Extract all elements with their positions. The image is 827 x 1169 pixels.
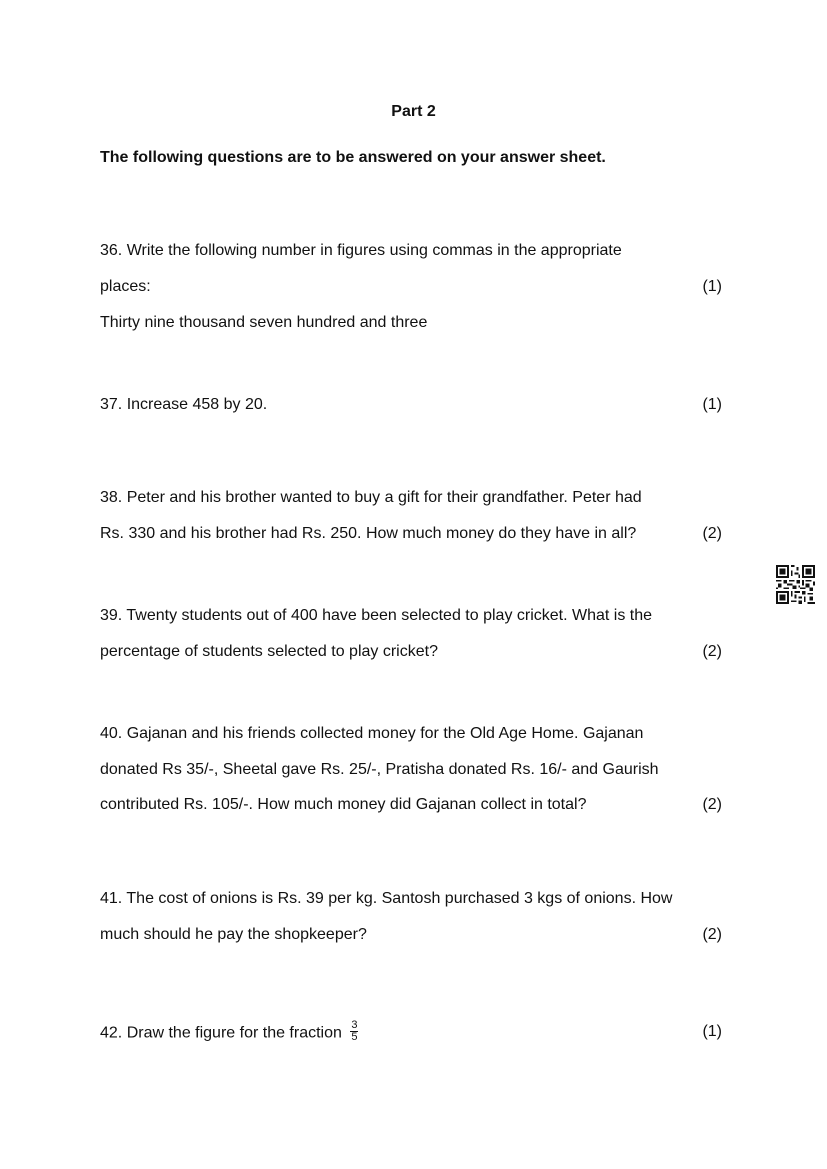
question-40-line-2: donated Rs 35/-, Sheetal gave Rs. 25/-, Pratisha donated Rs. 16/- and Gaurish <box>100 761 659 778</box>
question-38-line-1: 38. Peter and his brother wanted to buy a gift for their grandfather. Peter had <box>100 489 642 506</box>
question-42-text: 42. Draw the figure for the fraction <box>100 1024 342 1042</box>
qr-code-icon <box>776 565 815 604</box>
question-41-line-2: much should he pay the shopkeeper? <box>100 926 367 943</box>
question-37-marks: (1) <box>702 396 722 413</box>
question-39-line-1: 39. Twenty students out of 400 have been selected to play cricket. What is the <box>100 607 653 624</box>
question-41-marks: (2) <box>702 926 722 943</box>
question-39-marks: (2) <box>702 643 722 660</box>
question-40-marks: (2) <box>702 796 722 813</box>
question-37-line-1: 37. Increase 458 by 20. <box>100 396 268 413</box>
question-39-line-2: percentage of students selected to play cricket? <box>100 643 438 660</box>
instruction-text: The following questions are to be answered on your answer sheet. <box>100 149 606 166</box>
fraction-numerator: 3 <box>351 1019 358 1031</box>
question-38-marks: (2) <box>702 525 722 542</box>
fraction <box>350 1020 358 1043</box>
question-36-line-3: Thirty nine thousand seven hundred and three <box>100 314 428 331</box>
question-42-line-1 <box>100 1019 358 1045</box>
question-38-line-2: Rs. 330 and his brother had Rs. 250. How much money do they have in all? <box>100 525 637 542</box>
question-40-line-1: 40. Gajanan and his friends collected money for the Old Age Home. Gajanan <box>100 725 644 742</box>
question-36-line-2: places: <box>100 278 151 295</box>
part-title: Part 2 <box>391 103 436 120</box>
question-41-line-1: 41. The cost of onions is Rs. 39 per kg. Santosh purchased 3 kgs of onions. How <box>100 890 673 907</box>
fraction-denominator: 5 <box>351 1031 358 1043</box>
question-42-marks: (1) <box>702 1023 722 1040</box>
question-40-line-3: contributed Rs. 105/-. How much money did Gajanan collect in total? <box>100 796 587 813</box>
question-36-line-1: 36. Write the following number in figures using commas in the appropriate <box>100 242 622 259</box>
question-36-marks: (1) <box>702 278 722 295</box>
